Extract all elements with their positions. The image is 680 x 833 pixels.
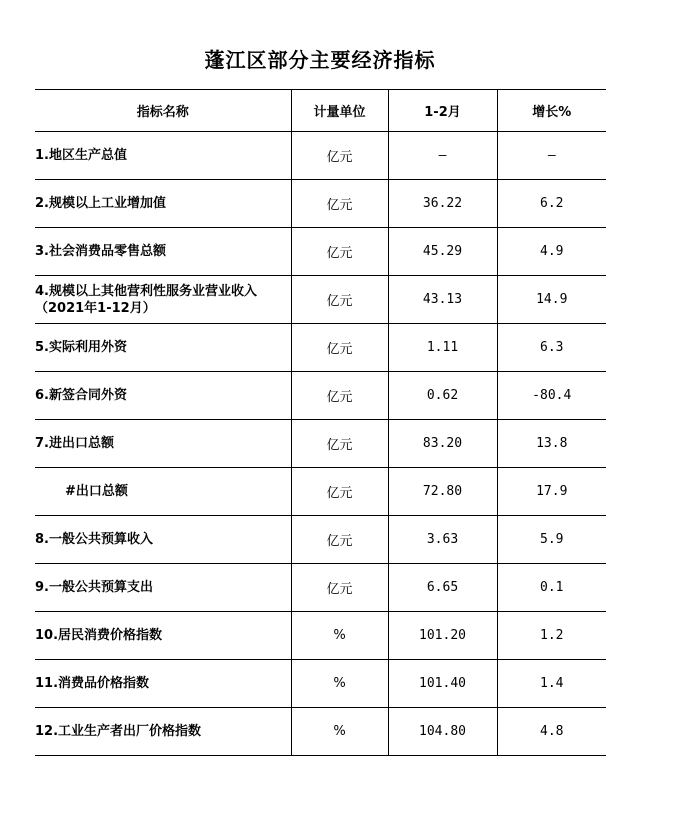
table-row — [35, 708, 606, 756]
row-indicator-name: 4.规模以上其他营利性服务业营业收入 — [35, 283, 257, 299]
header-period: 1-2月 — [388, 90, 497, 132]
row-indicator-name-multiline — [35, 276, 291, 324]
row-indicator-name: 7.进出口总额 — [35, 420, 291, 468]
row-indicator-name: 3.社会消费品零售总额 — [35, 228, 291, 276]
row-growth: -80.4 — [497, 372, 606, 420]
row-value: 45.29 — [388, 228, 497, 276]
row-unit: 亿元 — [291, 132, 388, 180]
row-unit: 亿元 — [291, 180, 388, 228]
row-growth: 1.4 — [497, 660, 606, 708]
row-unit: 亿元 — [291, 420, 388, 468]
table-row — [35, 516, 606, 564]
page-title: 蓬江区部分主要经济指标 — [204, 48, 436, 72]
row-growth: 5.9 — [497, 516, 606, 564]
row-indicator-name: 1.地区生产总值 — [35, 132, 291, 180]
row-value: 104.80 — [388, 708, 497, 756]
table-row — [35, 324, 606, 372]
row-growth: 4.8 — [497, 708, 606, 756]
row-unit: % — [291, 612, 388, 660]
row-growth: 17.9 — [497, 468, 606, 516]
row-growth: 13.8 — [497, 420, 606, 468]
row-value: 1.11 — [388, 324, 497, 372]
row-growth: 4.9 — [497, 228, 606, 276]
row-growth: 14.9 — [497, 276, 606, 324]
table-row — [35, 564, 606, 612]
table-row — [35, 468, 606, 516]
row-indicator-name: #出口总额 — [35, 468, 291, 516]
row-indicator-name: 12.工业生产者出厂价格指数 — [35, 708, 291, 756]
table-row — [35, 180, 606, 228]
indicators-table — [35, 89, 606, 756]
row-value: 36.22 — [388, 180, 497, 228]
row-unit: 亿元 — [291, 228, 388, 276]
row-indicator-name: 2.规模以上工业增加值 — [35, 180, 291, 228]
header-growth: 增长% — [497, 90, 606, 132]
row-unit: 亿元 — [291, 468, 388, 516]
row-growth: 6.2 — [497, 180, 606, 228]
row-growth: — — [497, 132, 606, 180]
row-unit: 亿元 — [291, 276, 388, 324]
row-indicator-note: （2021年1-12月） — [35, 300, 156, 316]
row-indicator-name: 5.实际利用外资 — [35, 324, 291, 372]
table-header-row — [35, 90, 606, 132]
row-value: 101.20 — [388, 612, 497, 660]
row-value: 6.65 — [388, 564, 497, 612]
table-row — [35, 420, 606, 468]
row-growth: 6.3 — [497, 324, 606, 372]
row-indicator-name: 8.一般公共预算收入 — [35, 516, 291, 564]
row-unit: % — [291, 660, 388, 708]
row-value: — — [388, 132, 497, 180]
row-value: 3.63 — [388, 516, 497, 564]
row-indicator-name: 9.一般公共预算支出 — [35, 564, 291, 612]
row-growth: 1.2 — [497, 612, 606, 660]
row-unit: 亿元 — [291, 324, 388, 372]
row-value: 43.13 — [388, 276, 497, 324]
row-growth: 0.1 — [497, 564, 606, 612]
header-indicator-name: 指标名称 — [35, 90, 291, 132]
row-unit: % — [291, 708, 388, 756]
row-unit: 亿元 — [291, 516, 388, 564]
table-row — [35, 276, 606, 324]
table-row — [35, 612, 606, 660]
row-value: 83.20 — [388, 420, 497, 468]
row-indicator-name: 11.消费品价格指数 — [35, 660, 291, 708]
row-unit: 亿元 — [291, 372, 388, 420]
row-unit: 亿元 — [291, 564, 388, 612]
header-unit: 计量单位 — [291, 90, 388, 132]
row-indicator-name: 10.居民消费价格指数 — [35, 612, 291, 660]
table-row — [35, 372, 606, 420]
row-indicator-name: 6.新签合同外资 — [35, 372, 291, 420]
row-value: 101.40 — [388, 660, 497, 708]
row-value: 72.80 — [388, 468, 497, 516]
table-row — [35, 228, 606, 276]
table-row — [35, 660, 606, 708]
table-row — [35, 132, 606, 180]
row-value: 0.62 — [388, 372, 497, 420]
